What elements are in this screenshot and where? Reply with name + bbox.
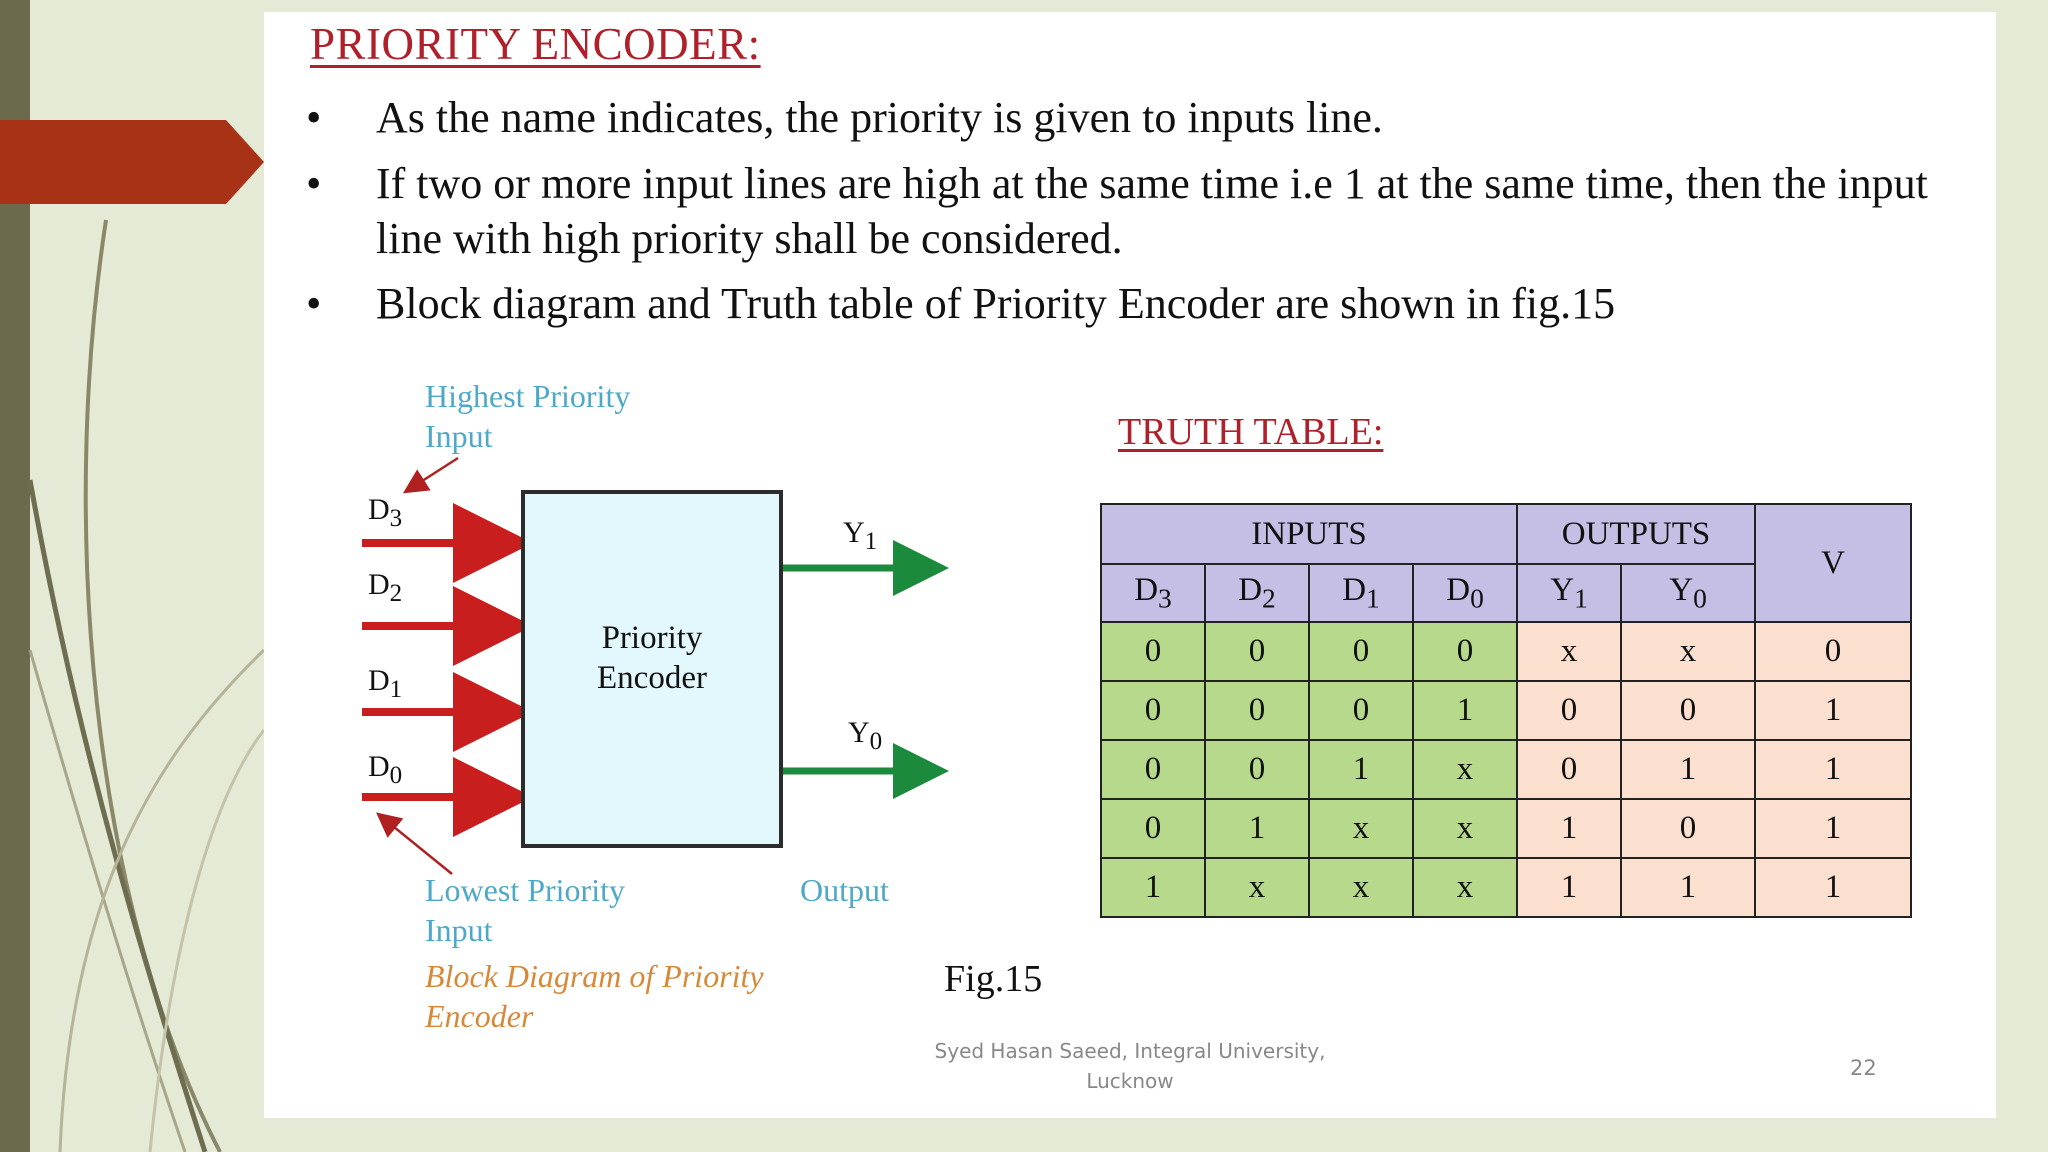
table-cell: 0 [1621, 681, 1755, 740]
column-header-d1: $D_1$ [1309, 564, 1413, 622]
table-cell: x [1309, 858, 1413, 917]
table-cell: 1 [1755, 681, 1911, 740]
table-cell: 0 [1205, 740, 1309, 799]
table-cell: x [1621, 622, 1755, 681]
table-row [1101, 622, 1911, 681]
output-label-y0: $Y_0$ [848, 716, 883, 755]
table-cell: 0 [1101, 681, 1205, 740]
footer-credit [880, 1036, 1380, 1096]
table-row [1101, 681, 1911, 740]
table-cell: 0 [1413, 622, 1517, 681]
table-cell: 1 [1621, 858, 1755, 917]
lowest-priority-label: Lowest Priority [425, 872, 625, 908]
bullet-1: As the name indicates, the priority is given to inputs line. [376, 93, 1383, 142]
table-cell: x [1205, 858, 1309, 917]
block-diagram-caption: Encoder [425, 998, 534, 1034]
highest-priority-label: Input [425, 418, 493, 454]
table-cell: 0 [1309, 681, 1413, 740]
slide-title: PRIORITY ENCODER: [310, 19, 761, 69]
highest-priority-label: Highest Priority [425, 378, 631, 414]
table-cell: x [1413, 799, 1517, 858]
table-cell: 0 [1101, 622, 1205, 681]
table-cell: x [1413, 858, 1517, 917]
input-label-d1: $D_1$ [368, 664, 403, 703]
column-header-d2: $D_2$ [1205, 564, 1309, 622]
valid-header: V [1755, 504, 1911, 622]
outputs-group-header: OUTPUTS [1517, 504, 1755, 564]
table-cell: 0 [1621, 799, 1755, 858]
figure-label: Fig.15 [944, 958, 1043, 1000]
table-cell: 0 [1101, 740, 1205, 799]
table-cell: 0 [1101, 799, 1205, 858]
table-row [1101, 740, 1911, 799]
table-cell: 1 [1413, 681, 1517, 740]
table-cell: 0 [1309, 622, 1413, 681]
pointer-arrow-highest [405, 458, 458, 492]
footer-credit-line: Lucknow [1086, 1069, 1174, 1093]
column-header-y0: $Y_0$ [1621, 564, 1755, 622]
table-cell: x [1309, 799, 1413, 858]
table-cell: x [1413, 740, 1517, 799]
slide-number: 22 [1850, 1056, 1877, 1080]
bullet-marker: • [306, 279, 322, 328]
truth-table [1100, 503, 1912, 918]
input-label-d0: $D_0$ [368, 750, 403, 789]
output-caption: Output [800, 872, 889, 908]
column-header-d0: $D_0$ [1413, 564, 1517, 622]
table-cell: 1 [1755, 799, 1911, 858]
table-cell: 1 [1755, 858, 1911, 917]
footer-credit-line: Syed Hasan Saeed, Integral University, [934, 1039, 1326, 1063]
input-label-d3: $D_3$ [368, 493, 403, 532]
table-cell: 0 [1517, 740, 1621, 799]
table-cell: x [1517, 622, 1621, 681]
table-cell: 1 [1101, 858, 1205, 917]
table-cell: 1 [1205, 799, 1309, 858]
table-cell: 0 [1205, 681, 1309, 740]
table-cell: 1 [1309, 740, 1413, 799]
table-row [1101, 799, 1911, 858]
table-cell: 0 [1205, 622, 1309, 681]
input-label-d2: $D_2$ [368, 568, 403, 607]
inputs-group-header: INPUTS [1101, 504, 1517, 564]
table-cell: 1 [1621, 740, 1755, 799]
table-cell: 1 [1517, 799, 1621, 858]
table-cell: 0 [1755, 622, 1911, 681]
bullet-marker: • [306, 159, 322, 208]
bullet-3: Block diagram and Truth table of Priority Encoder are shown in fig.15 [376, 279, 1616, 328]
bullet-2: If two or more input lines are high at the same time i.e 1 at the same time, then the input line with high priority shall be considered. [376, 159, 1928, 263]
table-cell: 1 [1755, 740, 1911, 799]
lowest-priority-label: Input [425, 912, 493, 948]
truth-table-title: TRUTH TABLE: [1118, 411, 1384, 453]
bullet-marker: • [306, 93, 322, 142]
table-row [1101, 858, 1911, 917]
output-label-y1: $Y_1$ [843, 516, 878, 555]
block-diagram-arrows [0, 0, 1000, 1000]
column-header-y1: $Y_1$ [1517, 564, 1621, 622]
column-header-d3: $D_3$ [1101, 564, 1205, 622]
priority-encoder-label: Priority Encoder [597, 620, 707, 696]
table-cell: 1 [1517, 858, 1621, 917]
pointer-arrow-lowest [378, 814, 452, 874]
table-cell: 0 [1517, 681, 1621, 740]
block-diagram-caption: Block Diagram of Priority [425, 958, 764, 994]
